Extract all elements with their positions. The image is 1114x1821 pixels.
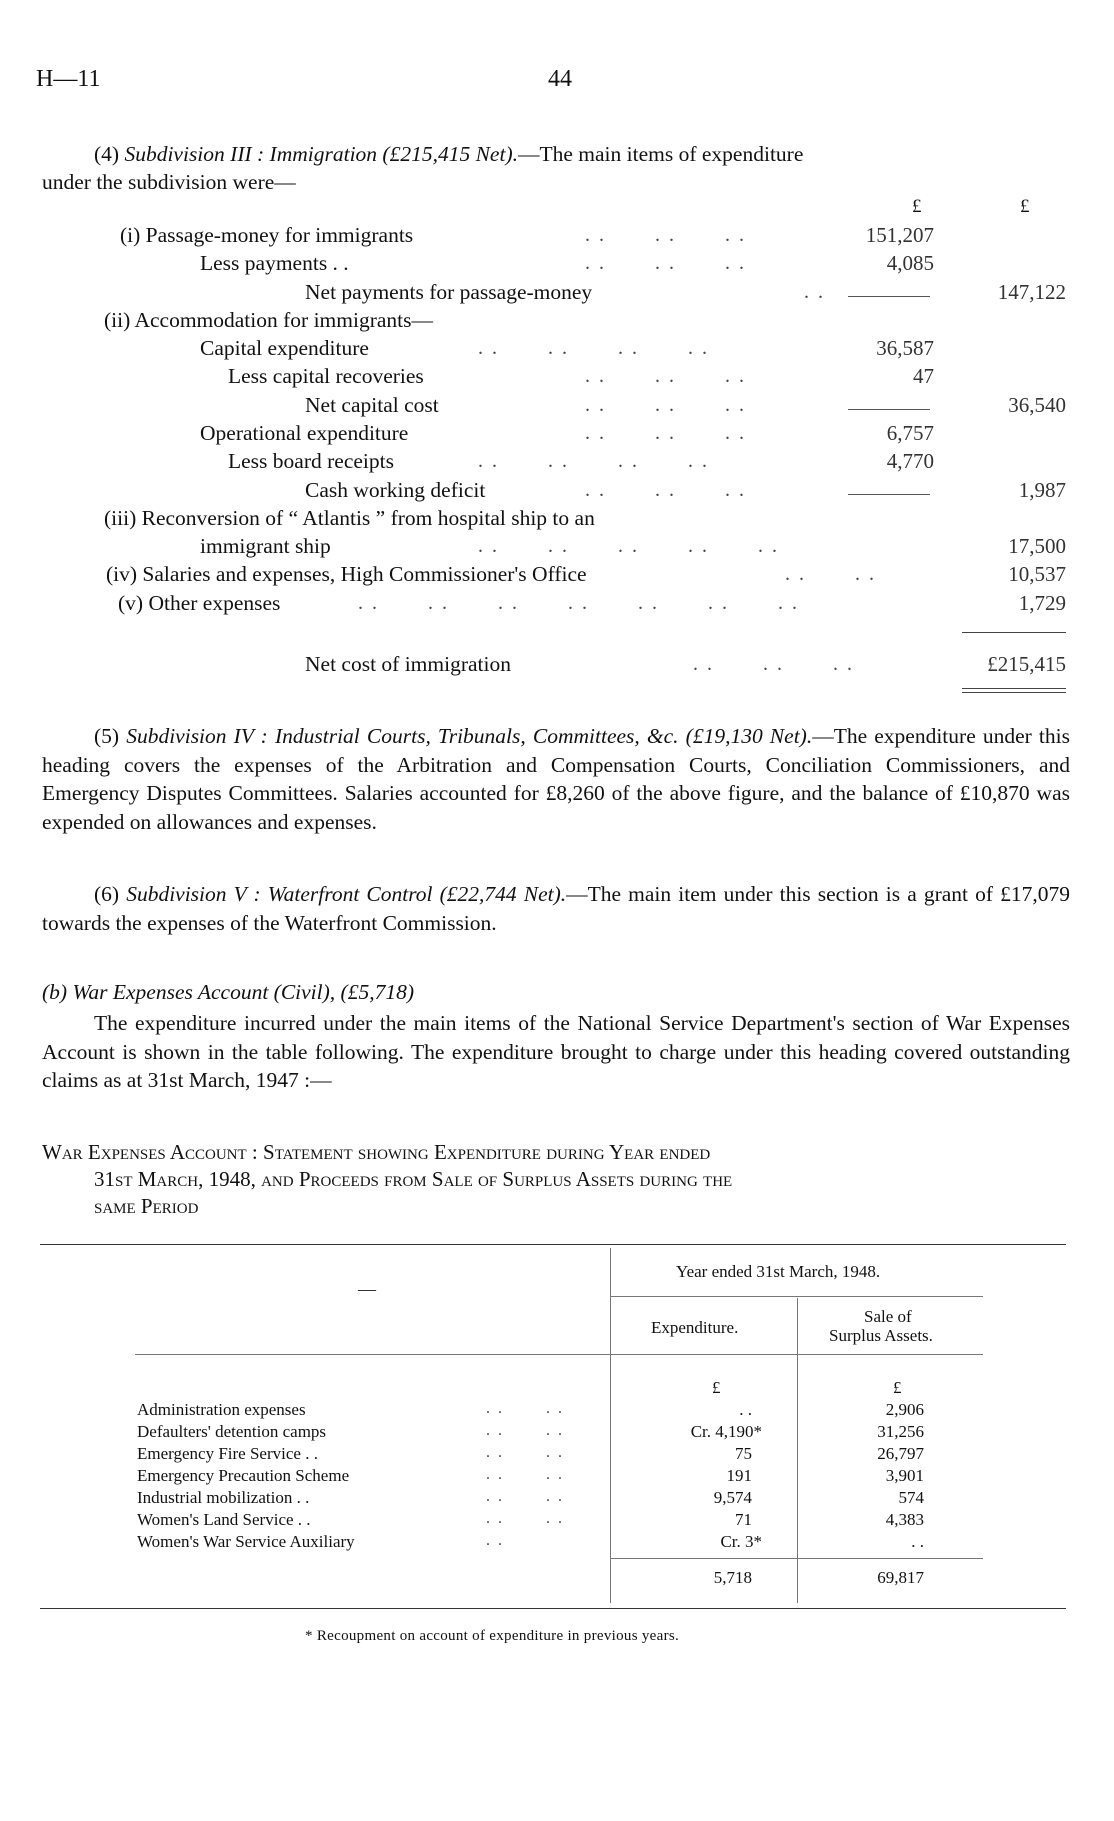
sub3-row-v1: 47 [913, 364, 934, 388]
table-title-line2: 31st March, 1948, and Proceeds from Sale of Surplus Assets during the [94, 1167, 733, 1191]
table-top-rule [40, 1244, 1066, 1245]
group-header-rule [611, 1296, 983, 1297]
leader-dots: . . [486, 1532, 504, 1549]
sub3-row-v2: 1,987 [1018, 478, 1066, 502]
sum-rule [962, 632, 1066, 633]
table-row-label: Women's War Service Auxiliary [137, 1532, 355, 1551]
sub3-row-v2: 17,500 [1008, 534, 1066, 558]
table-row-exp: 75 [735, 1444, 752, 1463]
table-row-label: Women's Land Service . . [137, 1510, 311, 1529]
sub3-row-label: Net payments for passage-money [305, 280, 593, 304]
unit-expenditure: £ [712, 1378, 721, 1397]
col1-unit: £ [912, 196, 922, 217]
double-rule [962, 688, 1066, 689]
stub-mark: — [358, 1279, 376, 1299]
leader-dots: . . . . . . . . [478, 337, 709, 359]
leader-dots: . . . . . . [585, 422, 746, 444]
table-row-sale: 31,256 [877, 1422, 924, 1441]
leader-dots: . . . . . . . . . . . . . . [358, 592, 799, 614]
table-footnote: * Recoupment on account of expenditure in previous years. [305, 1628, 680, 1644]
sub3-row-label: (iv) Salaries and expenses, High Commissioner's Office [106, 562, 587, 586]
table-title-line1: War Expenses Account : Statement showing Expenditure during Year ended [42, 1140, 711, 1164]
table-row-label: Administration expenses [137, 1400, 306, 1419]
unit-sale: £ [893, 1378, 902, 1397]
sub3-row-label: (v) Other expenses [118, 591, 281, 615]
leader-dots: . . . . . . [585, 479, 746, 501]
rule-dash [848, 494, 930, 495]
leader-dots: . . . . [486, 1400, 564, 1417]
sub3-row-label: immigrant ship [200, 534, 331, 558]
leader-dots: . . [804, 281, 825, 303]
table-divider [610, 1248, 611, 1603]
col-sale-line2: Surplus Assets. [829, 1326, 933, 1345]
sub3-row-label: (iii) Reconversion of “ Atlantis ” from hospital ship to an [104, 506, 595, 530]
sub3-row-v1: 151,207 [865, 223, 934, 247]
sub3-row-v1: 6,757 [886, 421, 934, 445]
table-row-sale: 4,383 [885, 1510, 924, 1529]
table-row-exp: 9,574 [713, 1488, 752, 1507]
table-row-sale: 2,906 [885, 1400, 924, 1419]
table-row-sale: 26,797 [877, 1444, 924, 1463]
table-row-exp: Cr. 4,190* [690, 1422, 762, 1441]
table-row-label: Defaulters' detention camps [137, 1422, 327, 1441]
table-row-exp: . . [739, 1400, 752, 1419]
sub5-number: (6) [94, 882, 120, 906]
sub3-number: (4) [94, 142, 120, 166]
table-row-exp: 191 [726, 1466, 752, 1485]
leader-dots: . . . . [486, 1466, 564, 1483]
leader-dots: . . . . . . . . . . [478, 535, 779, 557]
total-expenditure: 5,718 [713, 1568, 752, 1587]
leader-dots: . . . . . . [585, 394, 746, 416]
net-cost-value: £215,415 [987, 652, 1066, 676]
total-sale: 69,817 [877, 1568, 924, 1587]
leader-dots: . . . . [486, 1488, 564, 1505]
sub3-row-v1: 36,587 [876, 336, 934, 360]
leader-dots: . . . . [785, 563, 876, 585]
table-title-line3: same Period [94, 1194, 199, 1218]
net-cost-label: Net cost of immigration [305, 652, 512, 676]
sub3-row-label: Operational expenditure [200, 421, 409, 445]
sub3-row-label: Less capital recoveries [228, 364, 424, 388]
page-number: 44 [548, 66, 572, 92]
leader-dots: . . . . . . [585, 365, 746, 387]
leader-dots: . . . . . . . . [478, 450, 709, 472]
sub3-lead [94, 142, 803, 167]
rule-dash [848, 296, 930, 297]
table-row-sale: . . [911, 1532, 924, 1551]
sub5-paragraph [42, 880, 1070, 937]
sub3-row-label: (i) Passage-money for immigrants [120, 223, 414, 247]
sub5-body: —The main item under this section is a grant of £17,079 towards the expenses of the Waterfront Commission. [42, 882, 1071, 935]
leader-dots: . . . . . . [585, 224, 746, 246]
page-reference: H—11 [36, 66, 101, 92]
sub3-row-v2: 147,122 [997, 280, 1066, 304]
total-rule [611, 1558, 983, 1559]
sub4-paragraph [42, 722, 1070, 836]
sub3-row-v2: 36,540 [1008, 393, 1066, 417]
sub3-row-v2: 1,729 [1018, 591, 1066, 615]
group-header: Year ended 31st March, 1948. [676, 1262, 881, 1281]
sub4-number: (5) [94, 724, 120, 748]
sub3-row-label: Net capital cost [305, 393, 439, 417]
table-row-label: Emergency Fire Service . . [137, 1444, 318, 1463]
sub3-row-v2: 10,537 [1008, 562, 1066, 586]
table-row-exp: Cr. 3* [720, 1532, 762, 1551]
col-expenditure: Expenditure. [651, 1318, 739, 1337]
col2-unit: £ [1020, 196, 1030, 217]
war-paragraph: The expenditure incurred under the main items of the National Service Department's section of War Expenses Account is shown in the table following. The expenditure brought to charge under this heading covered outstanding claims as at 31st March, 1947 :— [42, 1011, 1070, 1092]
leader-dots: . . . . [486, 1422, 564, 1439]
leader-dots: . . . . . . [585, 252, 746, 274]
sub3-row-label: (ii) Accommodation for immigrants— [104, 308, 434, 332]
sub4-title: Subdivision IV : Industrial Courts, Tribunals, Committees, &c. (£19,130 Net). [126, 724, 813, 748]
table-row-sale: 574 [898, 1488, 924, 1507]
leader-dots: . . . . [486, 1510, 564, 1527]
table-row-label: Emergency Precaution Scheme [137, 1466, 350, 1485]
sub3-row-label: Less payments . . [200, 251, 349, 275]
table-row-exp: 71 [735, 1510, 752, 1529]
table-row-label: Industrial mobilization . . [137, 1488, 310, 1507]
sub3-lead-line2: under the subdivision were— [42, 170, 296, 194]
leader-dots: . . . . [486, 1444, 564, 1461]
sub5-title: Subdivision V : Waterfront Control (£22,744 Net). [126, 882, 567, 906]
sub4-body: —The expenditure under this heading covers the expenses of the Arbitration and Compensation Courts, Conciliation Commissioners, and Emergency Disputes Committees. Salaries accounted for £8,260 of the above figure, and the balance of £10,870 was expended on allowances and expenses. [42, 724, 1070, 834]
sub3-row-v1: 4,770 [886, 449, 934, 473]
table-row-sale: 3,901 [885, 1466, 924, 1485]
sub3-row-label: Cash working deficit [305, 478, 486, 502]
sub3-row-v1: 4,085 [886, 251, 934, 275]
header-rule [135, 1354, 983, 1355]
col-sale-line1: Sale of [864, 1307, 912, 1326]
sub3-title: Subdivision III : Immigration (£215,415 Net). [124, 142, 518, 166]
rule-dash [848, 409, 930, 410]
sub3-row-label: Capital expenditure [200, 336, 369, 360]
war-heading: (b) War Expenses Account (Civil), (£5,718) [42, 980, 414, 1004]
double-rule [962, 692, 1066, 693]
sub3-lead-rest: —The main items of expenditure [517, 142, 804, 166]
table-bottom-rule [40, 1608, 1066, 1609]
leader-dots: . . . . . . [693, 653, 854, 675]
sub3-row-label: Less board receipts [228, 449, 394, 473]
